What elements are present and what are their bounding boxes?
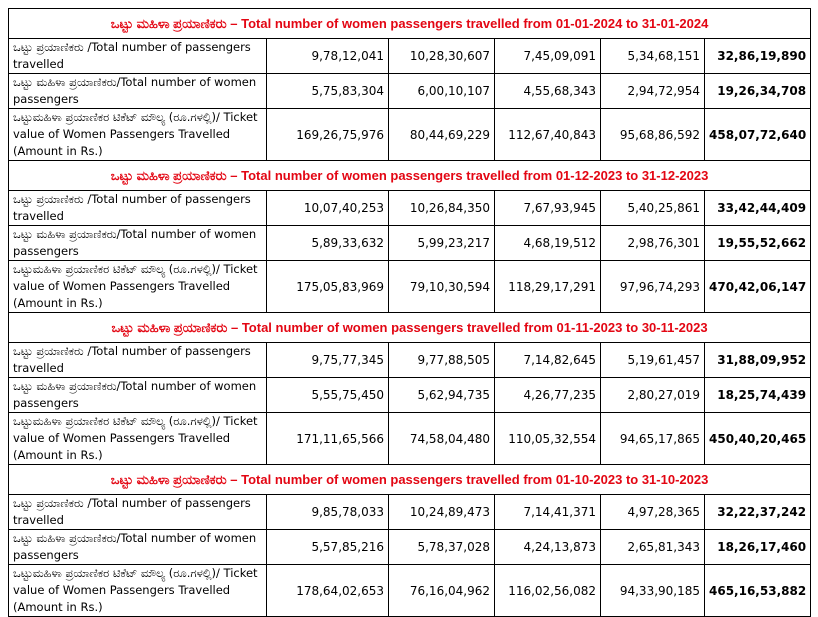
value-cell: 9,78,12,041 (267, 39, 389, 74)
row-label: ಒಟ್ಟು ಪ್ರಯಾಣಿಕರು /Total number of passengers travelled (9, 191, 267, 226)
value-cell: 76,16,04,962 (389, 565, 495, 617)
value-cell: 7,67,93,945 (495, 191, 601, 226)
value-cell: 5,55,75,450 (267, 378, 389, 413)
table-row (9, 39, 811, 74)
total-cell: 32,86,19,890 (705, 39, 811, 74)
value-cell: 2,98,76,301 (601, 226, 705, 261)
value-cell: 4,97,28,365 (601, 495, 705, 530)
section-header-row (9, 9, 811, 39)
value-cell: 7,14,82,645 (495, 343, 601, 378)
table-row (9, 495, 811, 530)
value-cell: 9,75,77,345 (267, 343, 389, 378)
value-cell: 5,75,83,304 (267, 74, 389, 109)
value-cell: 2,80,27,019 (601, 378, 705, 413)
value-cell: 10,24,89,473 (389, 495, 495, 530)
value-cell: 2,94,72,954 (601, 74, 705, 109)
value-cell: 4,68,19,512 (495, 226, 601, 261)
total-cell: 31,88,09,952 (705, 343, 811, 378)
row-label: ಒಟ್ಟುಮಹಿಳಾ ಪ್ರಯಾಣಿಕರ ಟಿಕೆಟ್ ಮೌಲ್ಯ (ರೂ.ಗಳಲ್ಲಿ)/ Ticket value of Women Passengers Travelled (Amount in Rs.) (9, 109, 267, 161)
table-row (9, 565, 811, 617)
table-row (9, 109, 811, 161)
value-cell: 5,57,85,216 (267, 530, 389, 565)
table-row (9, 378, 811, 413)
value-cell: 175,05,83,969 (267, 261, 389, 313)
row-label: ಒಟ್ಟು ಪ್ರಯಾಣಿಕರು /Total number of passengers travelled (9, 343, 267, 378)
section-header-row (9, 465, 811, 495)
table-row (9, 226, 811, 261)
row-label: ಒಟ್ಟು ಮಹಿಳಾ ಪ್ರಯಾಣಿಕರು/Total number of women passengers (9, 378, 267, 413)
total-cell: 18,26,17,460 (705, 530, 811, 565)
section-title: ಒಟ್ಟು ಮಹಿಳಾ ಪ್ರಯಾಣಿಕರು – Total number of women passengers travelled from 01-12-2023 to 31-12-2023 (9, 161, 811, 191)
value-cell: 5,89,33,632 (267, 226, 389, 261)
value-cell: 110,05,32,554 (495, 413, 601, 465)
value-cell: 10,28,30,607 (389, 39, 495, 74)
total-cell: 470,42,06,147 (705, 261, 811, 313)
row-label: ಒಟ್ಟುಮಹಿಳಾ ಪ್ರಯಾಣಿಕರ ಟಿಕೆಟ್ ಮೌಲ್ಯ (ರೂ.ಗಳಲ್ಲಿ)/ Ticket value of Women Passengers Travelled (Amount in Rs.) (9, 565, 267, 617)
table-row (9, 261, 811, 313)
row-label: ಒಟ್ಟುಮಹಿಳಾ ಪ್ರಯಾಣಿಕರ ಟಿಕೆಟ್ ಮೌಲ್ಯ (ರೂ.ಗಳಲ್ಲಿ)/ Ticket value of Women Passengers Travelled (Amount in Rs.) (9, 413, 267, 465)
row-label: ಒಟ್ಟುಮಹಿಳಾ ಪ್ರಯಾಣಿಕರ ಟಿಕೆಟ್ ಮೌಲ್ಯ (ರೂ.ಗಳಲ್ಲಿ)/ Ticket value of Women Passengers Travelled (Amount in Rs.) (9, 261, 267, 313)
total-cell: 33,42,44,409 (705, 191, 811, 226)
total-cell: 19,55,52,662 (705, 226, 811, 261)
section-title: ಒಟ್ಟು ಮಹಿಳಾ ಪ್ರಯಾಣಿಕರು – Total number of women passengers travelled from 01-11-2023 to 30-11-2023 (9, 313, 811, 343)
women-passengers-table (8, 8, 811, 617)
section-header-row (9, 161, 811, 191)
value-cell: 80,44,69,229 (389, 109, 495, 161)
value-cell: 10,26,84,350 (389, 191, 495, 226)
value-cell: 74,58,04,480 (389, 413, 495, 465)
value-cell: 5,40,25,861 (601, 191, 705, 226)
value-cell: 118,29,17,291 (495, 261, 601, 313)
table-row (9, 343, 811, 378)
value-cell: 4,26,77,235 (495, 378, 601, 413)
row-label: ಒಟ್ಟು ಪ್ರಯಾಣಿಕರು /Total number of passengers travelled (9, 495, 267, 530)
value-cell: 94,33,90,185 (601, 565, 705, 617)
value-cell: 9,77,88,505 (389, 343, 495, 378)
report-container (8, 8, 810, 617)
row-label: ಒಟ್ಟು ಮಹಿಳಾ ಪ್ರಯಾಣಿಕರು/Total number of women passengers (9, 530, 267, 565)
value-cell: 7,14,41,371 (495, 495, 601, 530)
value-cell: 5,78,37,028 (389, 530, 495, 565)
row-label: ಒಟ್ಟು ಮಹಿಳಾ ಪ್ರಯಾಣಿಕರು/Total number of women passengers (9, 226, 267, 261)
total-cell: 458,07,72,640 (705, 109, 811, 161)
value-cell: 178,64,02,653 (267, 565, 389, 617)
row-label: ಒಟ್ಟು ಪ್ರಯಾಣಿಕರು /Total number of passengers travelled (9, 39, 267, 74)
value-cell: 10,07,40,253 (267, 191, 389, 226)
total-cell: 32,22,37,242 (705, 495, 811, 530)
total-cell: 18,25,74,439 (705, 378, 811, 413)
value-cell: 79,10,30,594 (389, 261, 495, 313)
total-cell: 19,26,34,708 (705, 74, 811, 109)
value-cell: 5,34,68,151 (601, 39, 705, 74)
value-cell: 6,00,10,107 (389, 74, 495, 109)
table-row (9, 413, 811, 465)
value-cell: 116,02,56,082 (495, 565, 601, 617)
total-cell: 465,16,53,882 (705, 565, 811, 617)
value-cell: 171,11,65,566 (267, 413, 389, 465)
value-cell: 5,19,61,457 (601, 343, 705, 378)
value-cell: 7,45,09,091 (495, 39, 601, 74)
value-cell: 5,62,94,735 (389, 378, 495, 413)
value-cell: 5,99,23,217 (389, 226, 495, 261)
value-cell: 97,96,74,293 (601, 261, 705, 313)
table-row (9, 191, 811, 226)
value-cell: 112,67,40,843 (495, 109, 601, 161)
value-cell: 2,65,81,343 (601, 530, 705, 565)
value-cell: 4,55,68,343 (495, 74, 601, 109)
value-cell: 94,65,17,865 (601, 413, 705, 465)
value-cell: 95,68,86,592 (601, 109, 705, 161)
table-row (9, 530, 811, 565)
total-cell: 450,40,20,465 (705, 413, 811, 465)
table-row (9, 74, 811, 109)
section-header-row (9, 313, 811, 343)
row-label: ಒಟ್ಟು ಮಹಿಳಾ ಪ್ರಯಾಣಿಕರು/Total number of women passengers (9, 74, 267, 109)
section-title: ಒಟ್ಟು ಮಹಿಳಾ ಪ್ರಯಾಣಿಕರು – Total number of women passengers travelled from 01-01-2024 to 31-01-2024 (9, 9, 811, 39)
value-cell: 9,85,78,033 (267, 495, 389, 530)
value-cell: 4,24,13,873 (495, 530, 601, 565)
value-cell: 169,26,75,976 (267, 109, 389, 161)
section-title: ಒಟ್ಟು ಮಹಿಳಾ ಪ್ರಯಾಣಿಕರು – Total number of women passengers travelled from 01-10-2023 to 31-10-2023 (9, 465, 811, 495)
